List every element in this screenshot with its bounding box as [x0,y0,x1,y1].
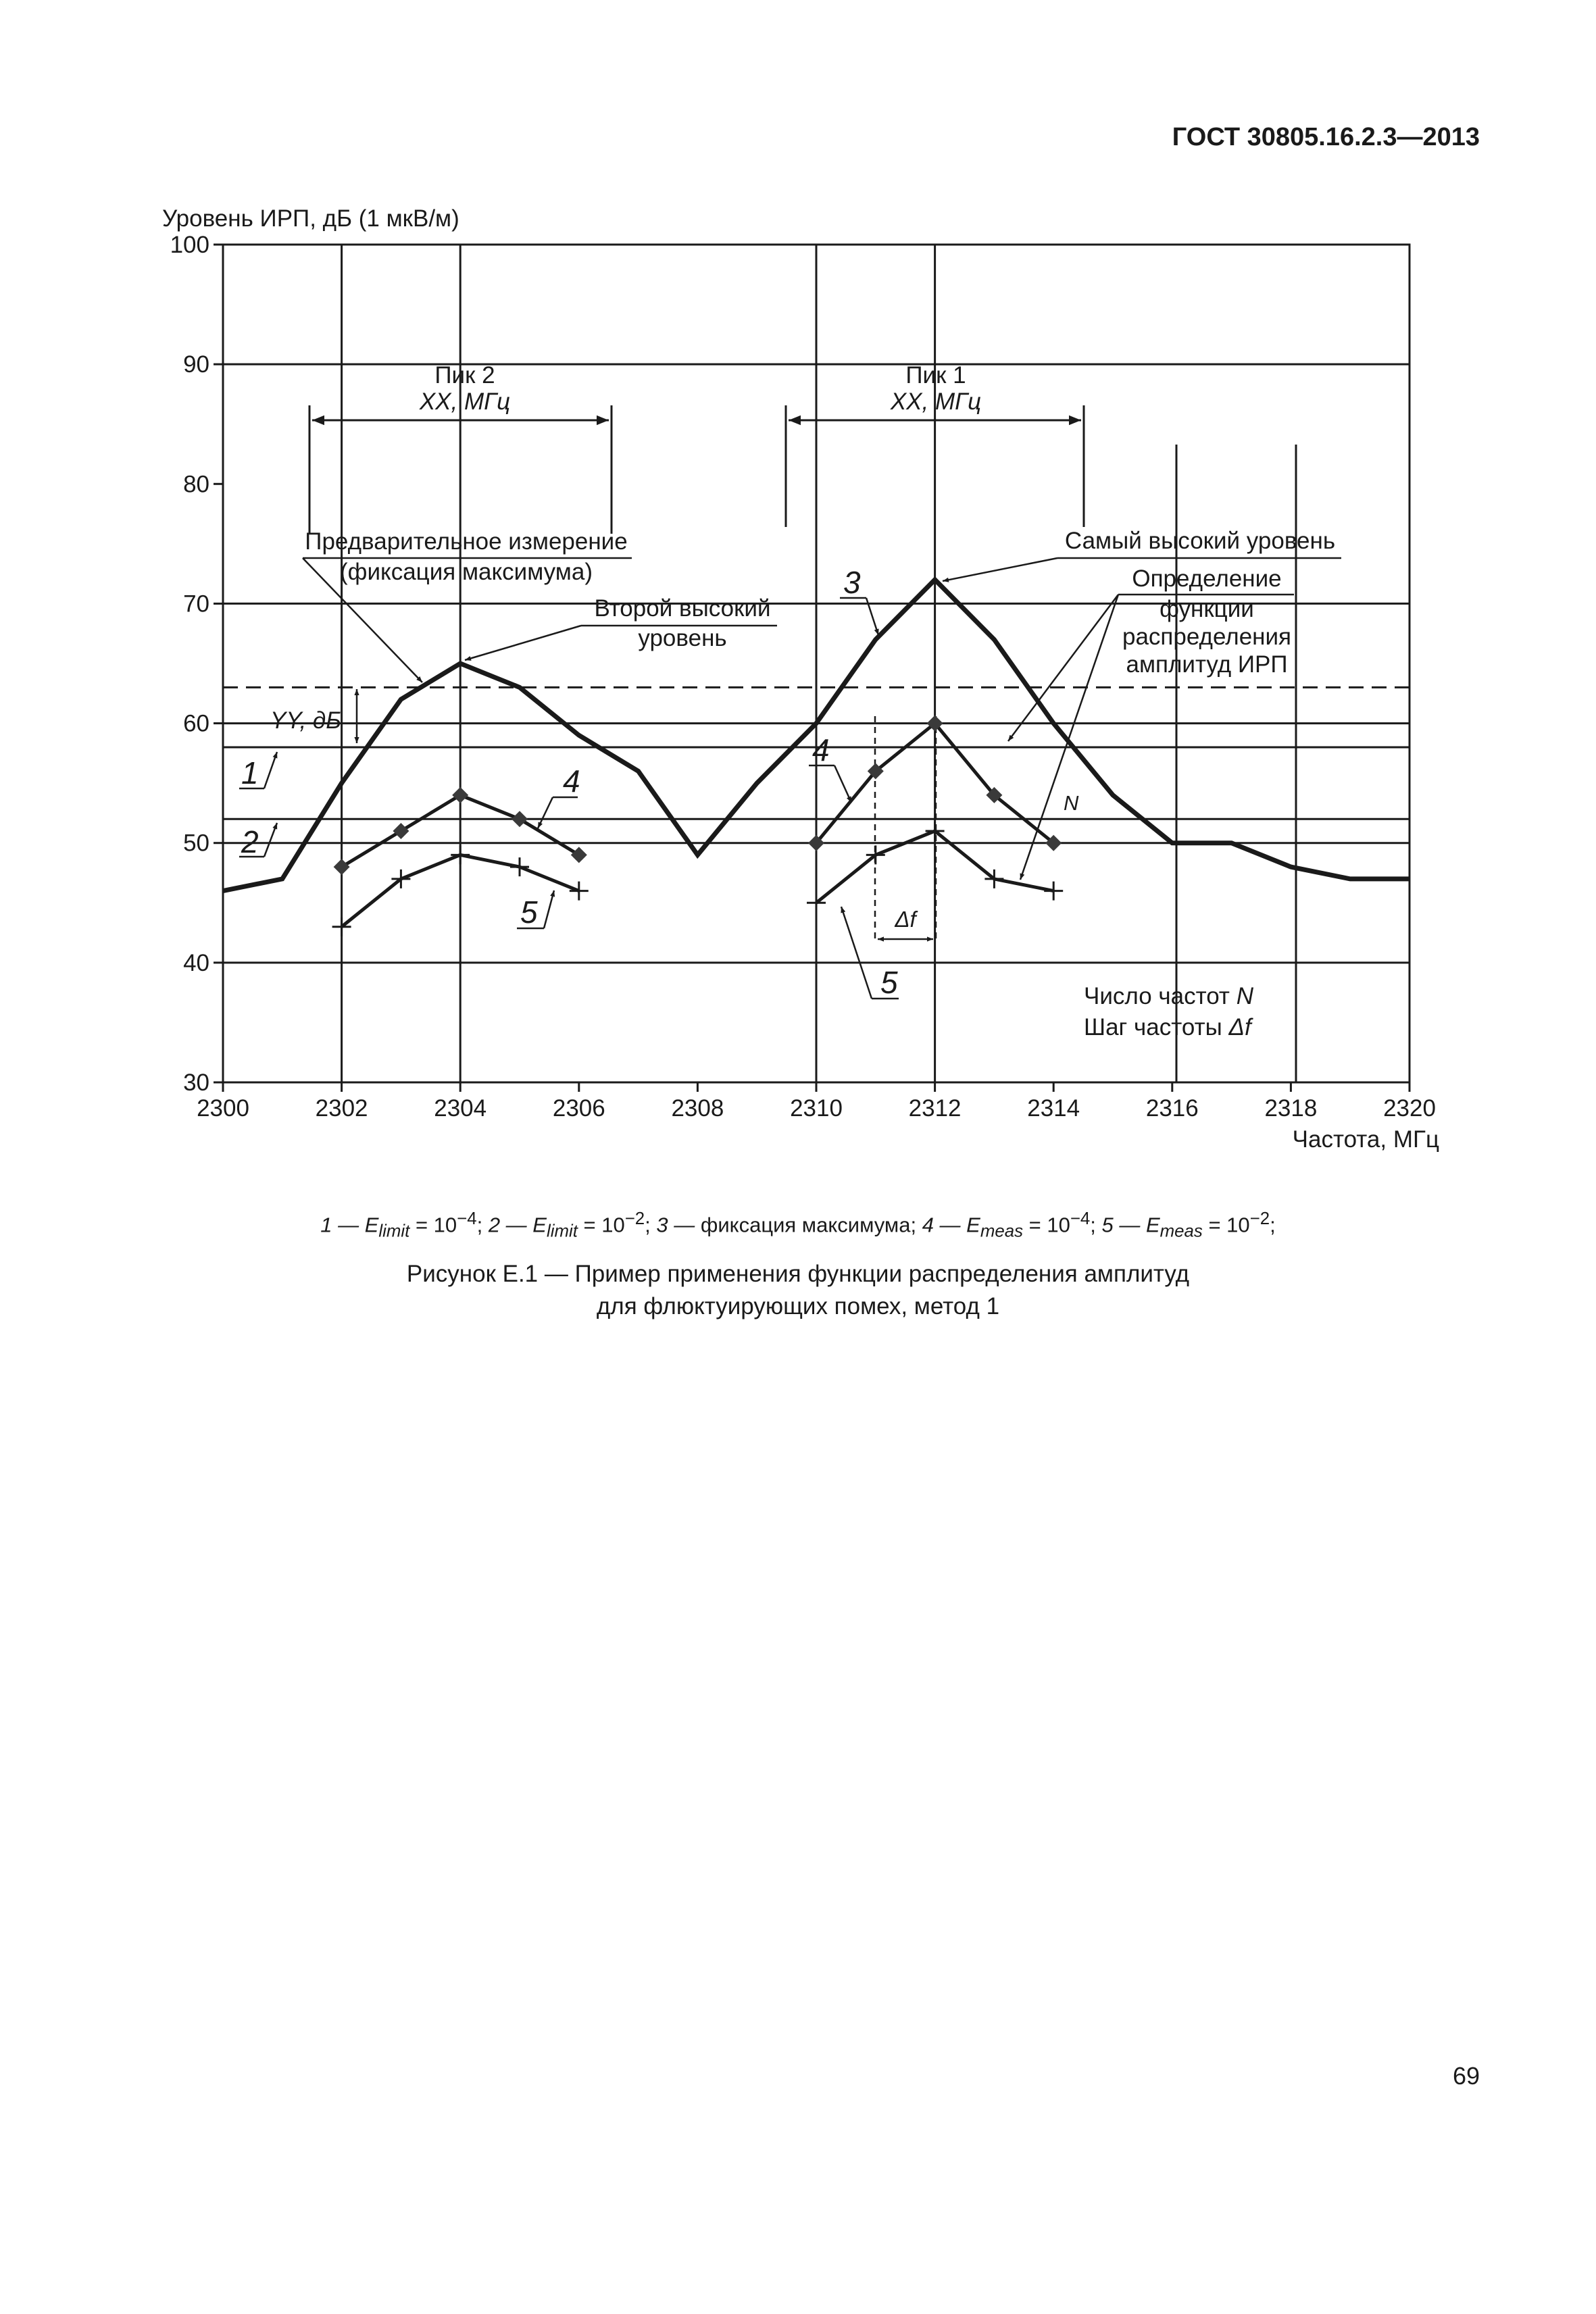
x-axis-label: Частота, МГц [1292,1126,1439,1153]
second-level-label-line1: Второй высокий [594,595,771,622]
figure-caption [0,1258,1596,1323]
x-tick-label-2308: 2308 [671,1095,724,1122]
peak2-freq: XX, МГц [419,388,511,415]
curve-3-number: 3 [843,565,861,600]
second-level-leaders [465,626,777,660]
premeasure-label-line1: Предварительное измерение [305,528,628,555]
yy-label: YY, дБ [270,707,342,734]
y-tick-label-100: 100 [170,232,209,258]
curve-2-number: 2 [241,824,259,859]
figure-legend: 1 — $E_{limit} = 10^{-4}$; 2 — $E_{limit} = 10^{-2}$; 3 — фиксация максимума; 4 — $E_{meas} = 10^{-4}$; 5 — $E_{meas} = 10^{-2}$; [320,1209,1276,1241]
document-standard-header: ГОСТ 30805.16.2.3—2013 [1172,123,1480,151]
x-tick-label-2304: 2304 [434,1095,487,1122]
n-marker-label: N [1064,791,1079,815]
y-tick-label-80: 80 [183,471,209,498]
series-5-point-4-4 [1044,882,1063,901]
caption-line-1: Рисунок Е.1 — Пример применения функции распределения амплитуд [406,1261,1190,1287]
frequency-step-label: Шаг частоты Δf [1084,1014,1251,1040]
curve-1-number: 1 [241,755,259,790]
x-tick-label-2318: 2318 [1264,1095,1318,1122]
y-tick-label-50: 50 [183,830,209,857]
caption-line-2: для флюктуирующих помех, метод 1 [596,1293,1000,1319]
frequency-count-label: Число частот N [1084,983,1253,1009]
x-tick-label-2302: 2302 [315,1095,368,1122]
y-tick-label-60: 60 [183,710,209,737]
apd-label-line3: распределения [1122,624,1291,650]
page-number: 69 [1452,2062,1480,2090]
x-tick-label-2300: 2300 [197,1095,249,1122]
x-tick-label-2314: 2314 [1027,1095,1080,1122]
curve-4-number-right: 4 [812,732,830,768]
y-tick-label-90: 90 [183,351,209,378]
delta-f-label: Δf [895,907,916,932]
x-tick-label-2312: 2312 [908,1095,962,1122]
peak2-label: Пик 2 [434,362,495,388]
highest-level-label: Самый высокий уровень [1064,528,1336,554]
series-4-point-1-1 [393,823,409,839]
peak1-freq: XX, МГц [890,388,982,415]
y-tick-label-70: 70 [183,590,209,618]
series-5-point-3-3 [510,857,529,876]
premeasure-label-line2: (фиксация максимума) [340,559,593,585]
x-tick-label-2310: 2310 [790,1095,843,1122]
apd-label-line4: амплитуд ИРП [1126,651,1288,678]
series-5-point-3-4 [570,882,589,901]
x-tick-label-2320: 2320 [1383,1095,1436,1122]
series-4-point-1-0 [334,859,350,875]
y-tick-label-40: 40 [183,949,209,976]
apd-label-line1: Определение [1132,565,1282,592]
x-tick-label-2316: 2316 [1145,1095,1199,1122]
curve-5-number-right: 5 [880,965,898,1000]
apd-label-line2: функции [1159,596,1254,622]
curve-4-number-left: 4 [563,763,580,799]
peak1-label: Пик 1 [905,362,966,388]
curve-5-number-left: 5 [520,895,538,930]
series-5-point-3-2 [451,845,470,864]
series-4-point-1-3 [512,811,528,827]
second-level-label-line2: уровень [638,625,727,651]
series-4-point-1-4 [571,847,587,863]
x-tick-label-2306: 2306 [552,1095,605,1122]
series-4-point-1-2 [452,787,468,803]
y-axis-label: Уровень ИРП, дБ (1 мкВ/м) [162,205,459,232]
y-tick-label-30: 30 [183,1070,209,1096]
